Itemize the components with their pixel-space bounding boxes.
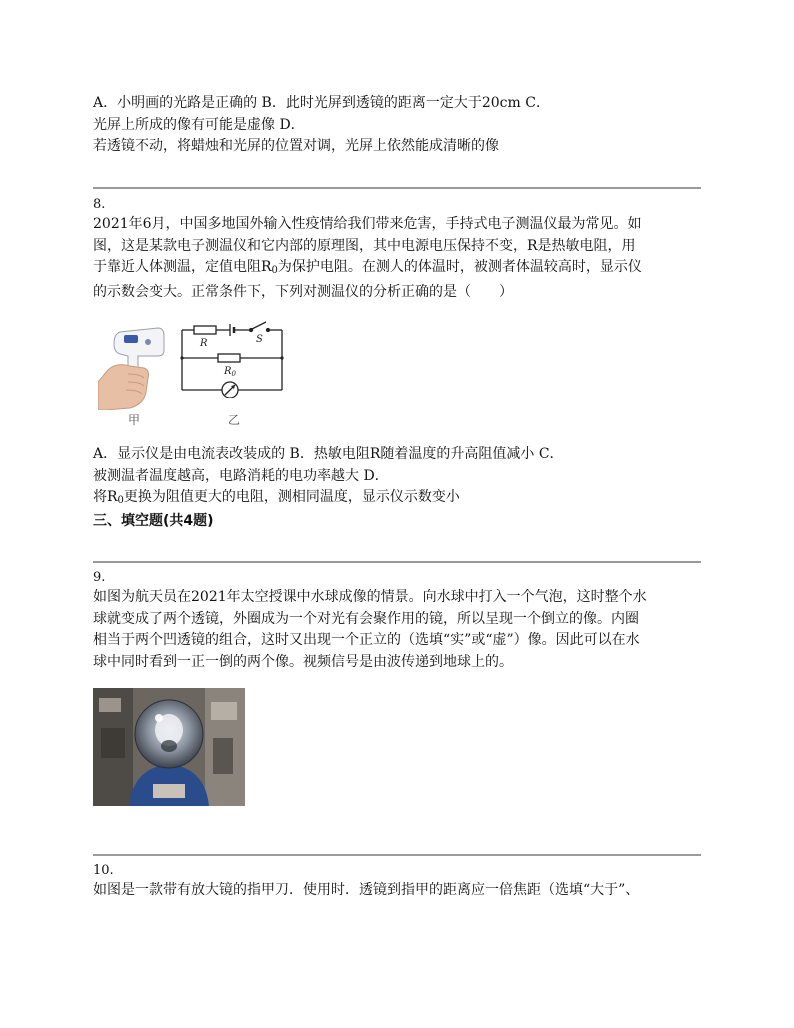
q8-options-line3-part-a: 将R: [93, 489, 118, 505]
figure-label-jia: 甲: [128, 413, 141, 427]
resistor-R0-subscript: 0: [231, 370, 236, 378]
resistor-R0-label: [223, 366, 237, 378]
q8-options-line1: A．显示仪是由电流表改装成的 B．热敏电阻R随着温度的升高阻值减小 C．: [93, 446, 564, 462]
divider: [93, 854, 701, 856]
resistor-R0-letter: R: [224, 366, 232, 377]
q8-stem-subscript: 0: [271, 265, 278, 276]
q8-options: [93, 444, 701, 512]
q8-stem-line3-part-a: 于靠近人体测温，定值电阻R: [93, 259, 272, 275]
q9-number: 9.: [93, 570, 106, 585]
q7-options: [93, 93, 701, 158]
q10-line1: 如图是一款带有放大镜的指甲刀．使用时．透镜到指甲的距离应一倍焦距（选填“大于”、: [93, 882, 640, 898]
q10-stem: [93, 862, 701, 902]
water-ball-photo: [93, 688, 245, 806]
q9-line2: 球就变成了两个透镜，外圈成为一个对光有会聚作用的镜，所以呈现一个倒立的像。内圈: [93, 610, 639, 627]
q8-number: 8.: [93, 197, 106, 212]
q8-stem-line3-part-b: 为保护电阻。在测人的体温时，被测者体温较高时，显示仪: [277, 259, 642, 275]
q7-options-line1: A．小明画的光路是正确的 B．此时光屏到透镜的距离一定大于20cm C．: [93, 95, 550, 111]
q8-options-line2: 被测温者温度越高，电路消耗的电功率越大 D．: [93, 467, 389, 484]
divider: [93, 187, 701, 189]
circuit-diagram: [178, 318, 286, 398]
q8-stem: [93, 196, 701, 303]
divider: [93, 561, 701, 563]
q8-stem-line3: [93, 257, 701, 282]
q8-options-line3-part-b: 更换为阻值更大的电阻，测相同温度，显示仪示数变小: [123, 489, 460, 505]
q10-number: 10.: [93, 863, 114, 878]
q7-options-line3: 若透镜不动，将蜡烛和光屏的位置对调，光屏上依然能成清晰的像: [93, 138, 499, 154]
q9-line1: 如图为航天员在2021年太空授课中水球成像的情景。向水球中打入一个气泡，这时整个水: [93, 589, 647, 605]
resistor-R-label: R: [200, 338, 208, 349]
section-heading: 三、填空题(共4题): [93, 513, 214, 529]
q8-stem-line4: 的示数会变大。正常条件下，下列对测温仪的分析正确的是（ ）: [93, 283, 513, 300]
q9-line3: 相当于两个凹透镜的组合，这时又出现一个正立的（选填“实”或“虚”）像。因此可以在水: [93, 632, 640, 648]
q9-stem: [93, 569, 701, 673]
thermometer-photo: [98, 322, 168, 410]
q7-options-line2: 光屏上所成的像有可能是虚像 D．: [93, 116, 305, 133]
switch-S-label: S: [256, 334, 263, 345]
figure-label-yi: 乙: [228, 413, 241, 427]
q9-line4: 球中同时看到一正一倒的两个像。视频信号是由波传递到地球上的。: [93, 653, 513, 670]
q8-stem-line2: 图，这是某款电子测温仪和它内部的原理图，其中电源电压保持不变，R是热敏电阻，用: [93, 237, 636, 254]
q8-options-line3: [93, 487, 701, 512]
q8-options-subscript: 0: [117, 495, 124, 506]
q8-stem-line1: 2021年6月，中国多地国外输入性疫情给我们带来危害，手持式电子测温仪最为常见。如: [93, 216, 642, 232]
